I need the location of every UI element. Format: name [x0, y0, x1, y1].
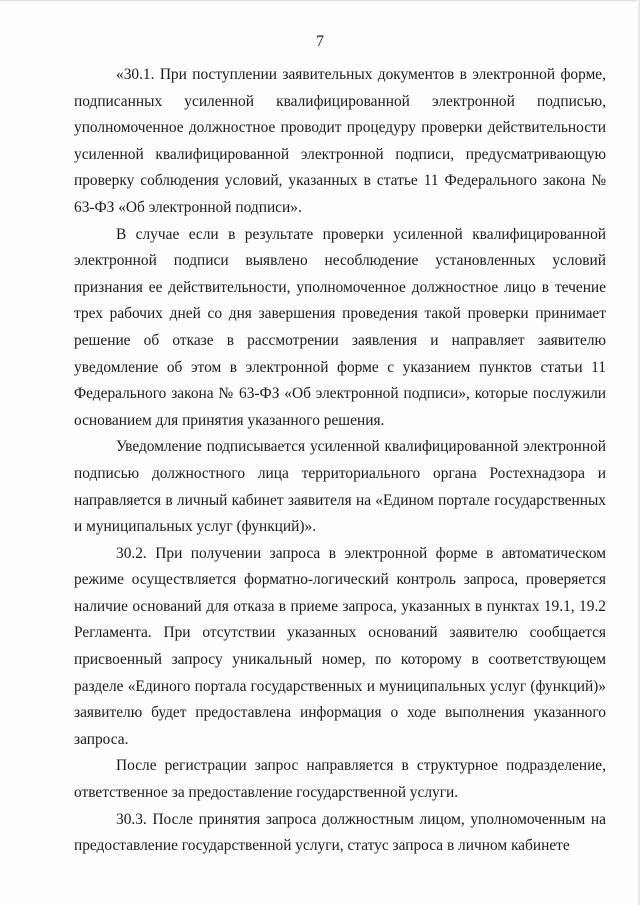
- paragraph-registration: После регистрации запрос направляется в структурное подразделение, ответственное за предоставление государственной услуги.: [74, 757, 606, 802]
- paragraph-30-3: 30.3. После принятия запроса должностным лицом, уполномоченным на предоставление государственной услуги, статус запроса в личном кабинете: [74, 810, 606, 855]
- paragraph-notification: Уведомление подписывается усиленной квалифицированной электронной подписью должностного лица территориального органа Ростехнадзора и направляется в личный кабинет заявителя на «Едином портале государственных и муниципальных услуг (функций)».: [74, 438, 606, 536]
- page-number: 7: [316, 33, 324, 50]
- paragraph-signature-check-failure: В случае если в результате проверки усиленной квалифицированной электронной подписи выявлено несоблюдение установленных условий признания ее действительности, уполномоченное должностное лицо в течение трех рабочих дней со дня завершения проведения такой проверки принимает решение об отказе в рассмотрении заявления и направляет заявителю уведомление об этом в электронной форме с указанием пунктов статьи 11 Федерального закона № 63-ФЗ «Об электронной подписи», которые послужили основанием для принятия указанного решения.: [74, 225, 606, 429]
- paragraph-30-2: 30.2. При получении запроса в электронной форме в автоматическом режиме осуществляется форматно-логический контроль запроса, проверяется наличие оснований для отказа в приеме запроса, указанных в пунктах 19.1, 19.2 Регламента. При отсутствии указанных оснований заявителю сообщается присвоенный запросу уникальный номер, по которому в соответствующем разделе «Единого портала государственных и муниципальных услуг (функций)» заявителю будет предоставлена информация о ходе выполнения указанного запроса.: [74, 544, 606, 748]
- document-body: [74, 62, 606, 860]
- paragraph-30-1: «30.1. При поступлении заявительных документов в электронной форме, подписанных усиленной квалифицированной электронной подписью, уполномоченное должностное проводит процедуру проверки действительности усиленной квалифицированной электронной подписи, предусматривающую проверку соблюдения условий, указанных в статье 11 Федерального закона № 63-ФЗ «Об электронной подписи».: [74, 66, 606, 216]
- scan-edge-top: [0, 0, 640, 2]
